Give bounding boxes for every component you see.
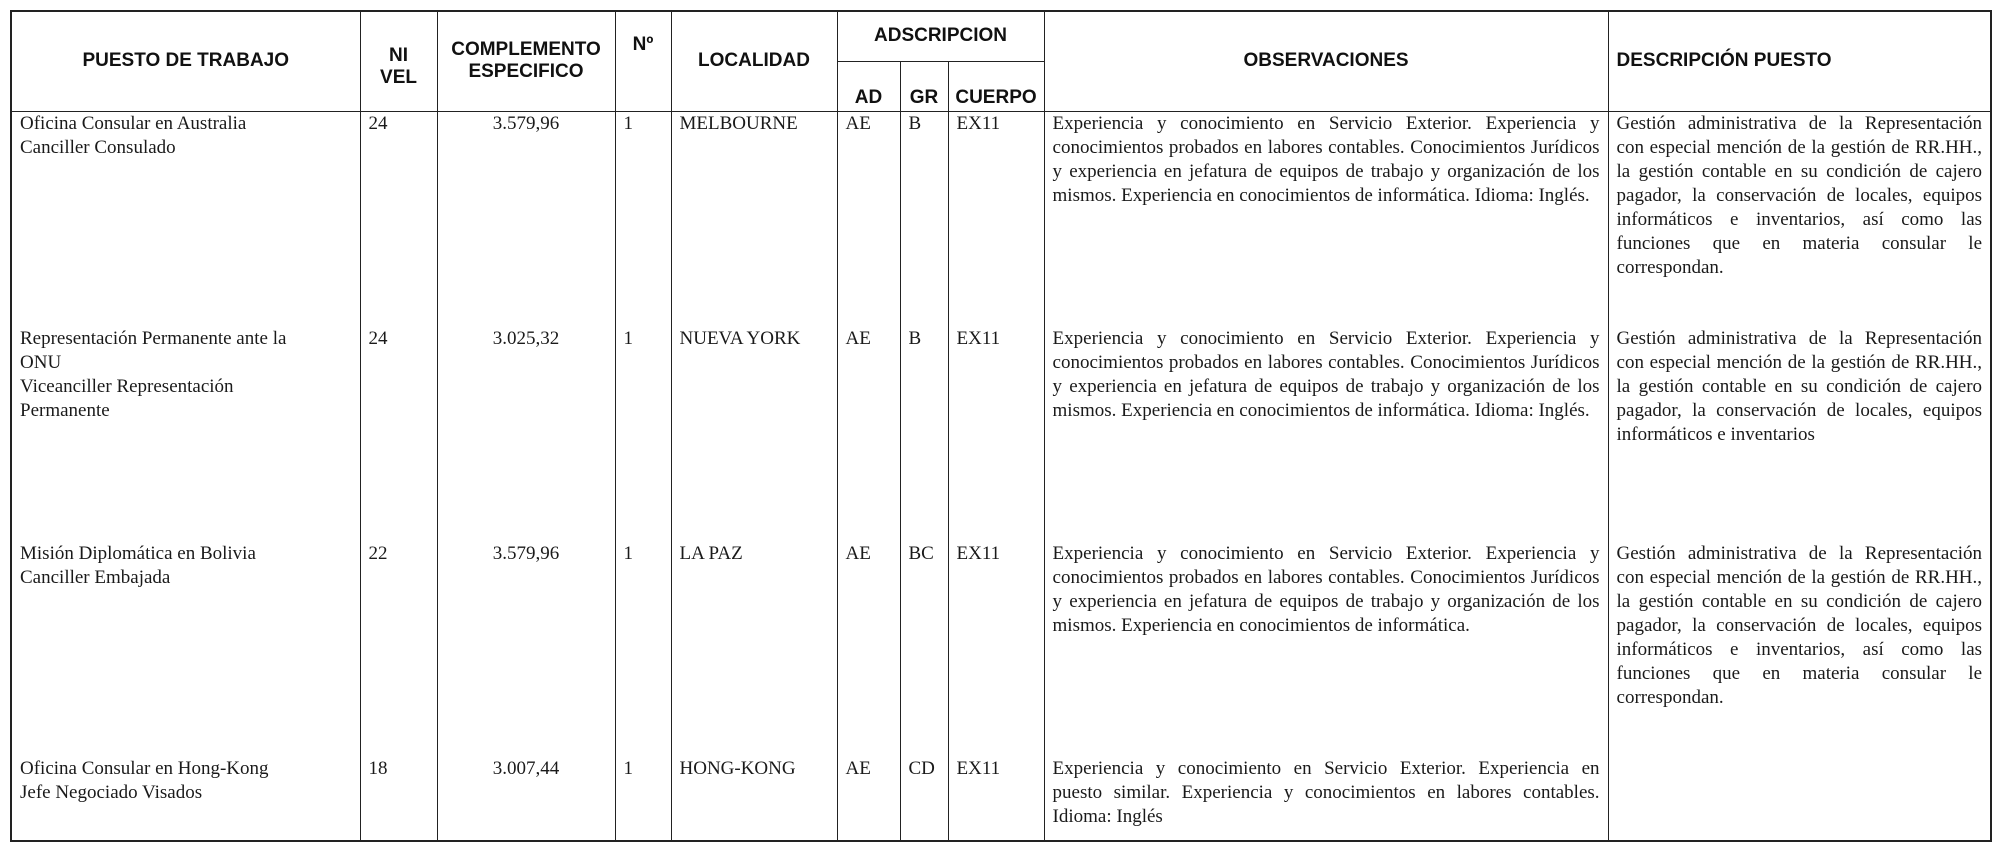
puesto-line: Permanente: [20, 399, 110, 421]
cell-descripcion: Gestión administrativa de la Representación con especial mención de la gestión de RR.HH., la gestión contable en su condición de cajero pagador, la conservación de locales, equipos informáticos e inventarios, así como las funciones que en materia consular le correspondan.: [1608, 111, 1991, 327]
cell-gr: CD: [900, 757, 948, 841]
document-sheet: [10, 10, 1990, 826]
cell-nivel: 22: [360, 542, 437, 757]
cell-complemento: 3.025,32: [437, 327, 615, 542]
cell-gr: BC: [900, 542, 948, 757]
header-adscripcion: ADSCRIPCION: [837, 11, 1044, 61]
cell-ad: AE: [837, 327, 900, 542]
puesto-line: Viceanciller Representación: [20, 375, 234, 397]
cell-observaciones: Experiencia y conocimiento en Servicio Exterior. Experiencia y conocimientos probados en labores contables. Conocimientos Jurídicos y experiencia en jefatura de equipos de trabajo y organización de los mismos. Experiencia en conocimientos de informática.: [1044, 542, 1608, 757]
header-nivel: [360, 11, 437, 111]
puesto-line: Misión Diplomática en Bolivia: [20, 542, 256, 564]
header-nivel-line2: VEL: [380, 67, 417, 89]
table-row: [11, 542, 1991, 757]
table-row: [11, 111, 1991, 327]
cell-puesto: [11, 111, 360, 327]
cell-observaciones: Experiencia y conocimiento en Servicio Exterior. Experiencia y conocimientos probados en labores contables. Conocimientos Jurídicos y experiencia en jefatura de equipos de trabajo y organización de los mismos. Experiencia en conocimientos de informática. Idioma: Inglés.: [1044, 327, 1608, 542]
cell-descripcion: [1608, 757, 1991, 841]
cell-puesto: [11, 542, 360, 757]
cell-ad: AE: [837, 757, 900, 841]
cell-nivel: 24: [360, 111, 437, 327]
header-observaciones: OBSERVACIONES: [1044, 11, 1608, 111]
puesto-line: Canciller Embajada: [20, 566, 171, 588]
header-cuerpo: CUERPO: [948, 61, 1044, 111]
cell-cuerpo: EX11: [948, 111, 1044, 327]
cell-numero: 1: [615, 757, 671, 841]
puesto-line: ONU: [20, 351, 62, 373]
cell-localidad: HONG-KONG: [671, 757, 837, 841]
header-localidad: LOCALIDAD: [671, 11, 837, 111]
cell-observaciones: Experiencia y conocimiento en Servicio Exterior. Experiencia y conocimientos probados en labores contables. Conocimientos Jurídicos y experiencia en jefatura de equipos de trabajo y organización de los mismos. Experiencia en conocimientos de informática. Idioma: Inglés.: [1044, 111, 1608, 327]
cell-numero: 1: [615, 542, 671, 757]
cell-nivel: 24: [360, 327, 437, 542]
table-header: [11, 11, 1991, 111]
cell-observaciones: Experiencia y conocimiento en Servicio Exterior. Experiencia en puesto similar. Experiencia y conocimientos en labores contables. Idioma: Inglés: [1044, 757, 1608, 841]
cell-localidad: LA PAZ: [671, 542, 837, 757]
puesto-line: Representación Permanente ante la: [20, 327, 287, 349]
cell-cuerpo: EX11: [948, 757, 1044, 841]
table-row: [11, 757, 1991, 841]
cell-puesto: [11, 327, 360, 542]
cell-complemento: 3.007,44: [437, 757, 615, 841]
header-puesto: PUESTO DE TRABAJO: [11, 11, 360, 111]
positions-table: [10, 10, 1992, 842]
cell-numero: 1: [615, 327, 671, 542]
puesto-line: Oficina Consular en Hong-Kong: [20, 757, 269, 779]
table-body: [11, 111, 1991, 841]
header-nivel-line1: NI: [389, 45, 408, 67]
header-complemento-line2: ESPECIFICO: [468, 61, 584, 83]
puesto-line: Canciller Consulado: [20, 136, 176, 158]
puesto-line: Jefe Negociado Visados: [20, 781, 203, 803]
cell-localidad: NUEVA YORK: [671, 327, 837, 542]
cell-numero: 1: [615, 111, 671, 327]
cell-cuerpo: EX11: [948, 542, 1044, 757]
header-ad: AD: [837, 61, 900, 111]
header-numero: Nº: [615, 11, 671, 111]
cell-descripcion: Gestión administrativa de la Representación con especial mención de la gestión de RR.HH., la gestión contable en su condición de cajero pagador, la conservación de locales, equipos informáticos e inventarios: [1608, 327, 1991, 542]
cell-localidad: MELBOURNE: [671, 111, 837, 327]
cell-ad: AE: [837, 542, 900, 757]
puesto-line: Oficina Consular en Australia: [20, 112, 247, 134]
header-gr: GR: [900, 61, 948, 111]
header-complemento-line1: COMPLEMENTO: [451, 39, 601, 61]
cell-complemento: 3.579,96: [437, 111, 615, 327]
header-complemento: [437, 11, 615, 111]
cell-ad: AE: [837, 111, 900, 327]
cell-nivel: 18: [360, 757, 437, 841]
cell-gr: B: [900, 111, 948, 327]
cell-descripcion: Gestión administrativa de la Representación con especial mención de la gestión de RR.HH., la gestión contable en su condición de cajero pagador, la conservación de locales, equipos informáticos e inventarios, así como las funciones que en materia consular le correspondan.: [1608, 542, 1991, 757]
cell-cuerpo: EX11: [948, 327, 1044, 542]
header-descripcion: DESCRIPCIÓN PUESTO: [1608, 11, 1991, 111]
cell-complemento: 3.579,96: [437, 542, 615, 757]
cell-gr: B: [900, 327, 948, 542]
cell-puesto: [11, 757, 360, 841]
table-row: [11, 327, 1991, 542]
